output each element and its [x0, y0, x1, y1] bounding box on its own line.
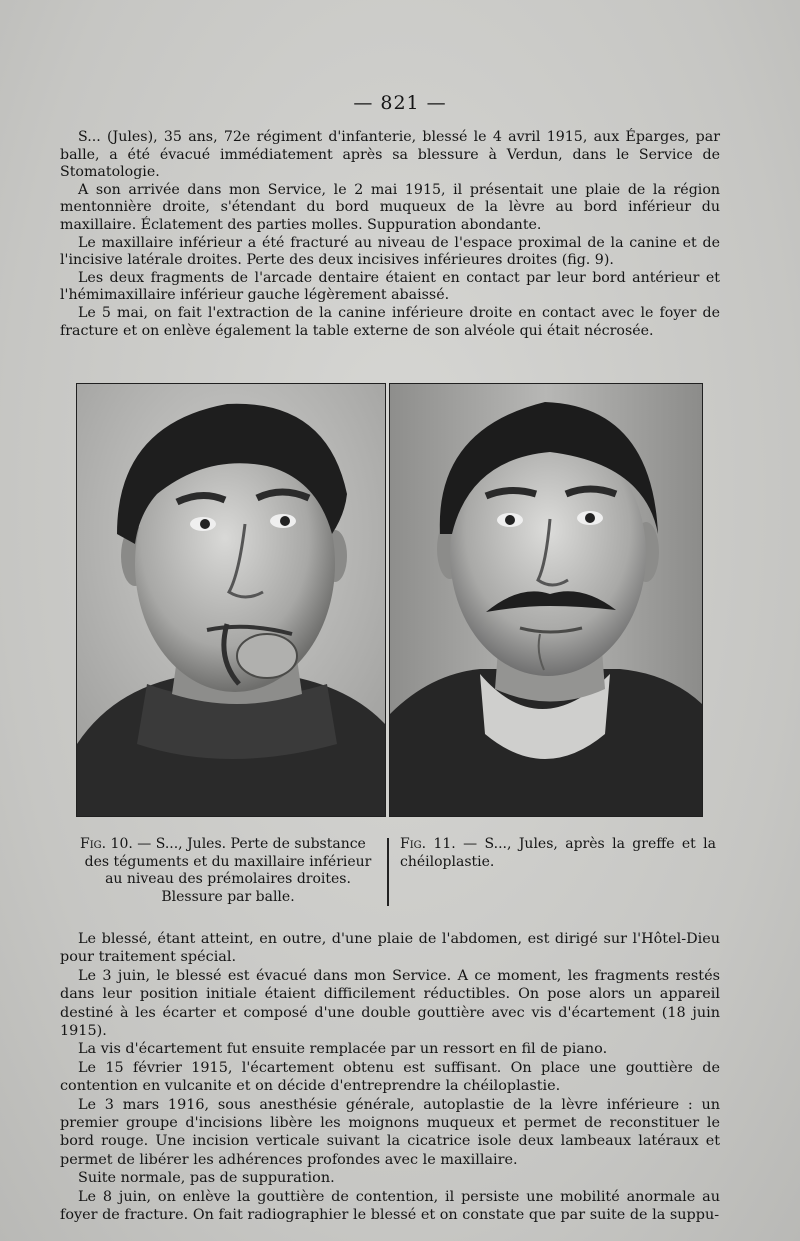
top-text-block — [60, 129, 720, 340]
caption-line: des téguments et du maxillaire inférieur — [84, 853, 372, 870]
paragraph: Le blessé, étant atteint, en outre, d'une plaie de l'abdomen, est dirigé sur l'Hôtel-Dieu pour traitement spécial. — [60, 931, 720, 966]
paragraph: Le 3 juin, le blessé est évacué dans mon Service. A ce moment, les fragments restés dans leur position initiale étaient difficilement réductibles. On pose alors un appareil destiné à les écarter et composé d'une double gouttière avec vis d'écartement (18 juin 1915). — [60, 967, 720, 1040]
caption-line: Blessure par balle. — [161, 888, 295, 905]
paragraph: Le maxillaire inférieur a été fracturé au niveau de l'espace proximal de la canine et de l'incisive latérale droites. Perte des deux incisives inférieures droites (fig. 9). — [60, 234, 720, 269]
figure-10-photo — [76, 383, 386, 817]
paragraph: A son arrivée dans mon Service, le 2 mai 1915, il présentait une plaie de la région mentonnière droite, s'étendant du bord muqueux de la lèvre au bord inférieur du maxillaire. Éclatement des parties molles. Suppuration abondante. — [60, 181, 720, 233]
paragraph: S... (Jules), 35 ans, 72e régiment d'infanterie, blessé le 4 avril 1915, aux Éparges, par balle, a été évacué immédiatement après sa blessure à Verdun, dans le Service de Stomatologie. — [60, 129, 720, 181]
paragraph: Le 5 mai, on fait l'extraction de la canine inférieure droite en contact avec le foyer de fracture et on enlève également la table externe de son alvéole qui était nécrosée. — [60, 304, 720, 339]
bottom-text-block — [60, 930, 720, 1225]
paragraph: Suite normale, pas de suppuration. — [78, 1170, 335, 1187]
paragraph: Le 8 juin, on enlève la gouttière de contention, il persiste une mobilité anormale au foyer de fracture. On fait radiographier le blessé et on constate que par suite de la suppu- — [60, 1188, 720, 1224]
figure-10-caption — [80, 836, 376, 906]
figure-11-caption — [400, 836, 716, 871]
caption-text: — S..., Jules, après la greffe et la chéiloplastie. — [400, 836, 716, 870]
paragraph: La vis d'écartement fut ensuite remplacée par un ressort en fil de piano. — [78, 1041, 608, 1058]
page-number: — 821 — — [353, 92, 447, 114]
paragraph: Le 3 mars 1916, sous anesthésie générale, autoplastie de la lèvre inférieure : un premier groupe d'incisions libère les moignons muqueux et permet de reconstituer le bord rouge. Une incision verticale suivant la cicatrice isole deux lambeaux latéraux et permet de libérer les adhérences profondes avec le maxillaire. — [60, 1096, 720, 1168]
caption-line: — S..., Jules. Perte de substance — [137, 836, 366, 852]
caption-line: au niveau des prémolaires droites. — [105, 871, 351, 887]
figure-10-label: Fig. 10. — [80, 836, 133, 852]
figure-11-label: Fig. 11. — [400, 836, 456, 852]
figure-11-photo — [389, 383, 703, 817]
patient-before-photo — [77, 384, 385, 816]
caption-divider — [387, 838, 389, 906]
paragraph: Les deux fragments de l'arcade dentaire étaient en contact par leur bord antérieur et l'hémimaxillaire inférieur gauche légèrement abaissé. — [60, 269, 720, 304]
patient-after-photo — [390, 384, 702, 816]
paragraph: Le 15 février 1915, l'écartement obtenu est suffisant. On place une gouttière de contention en vulcanite et on décide d'entreprendre la chéiloplastie. — [60, 1059, 720, 1095]
